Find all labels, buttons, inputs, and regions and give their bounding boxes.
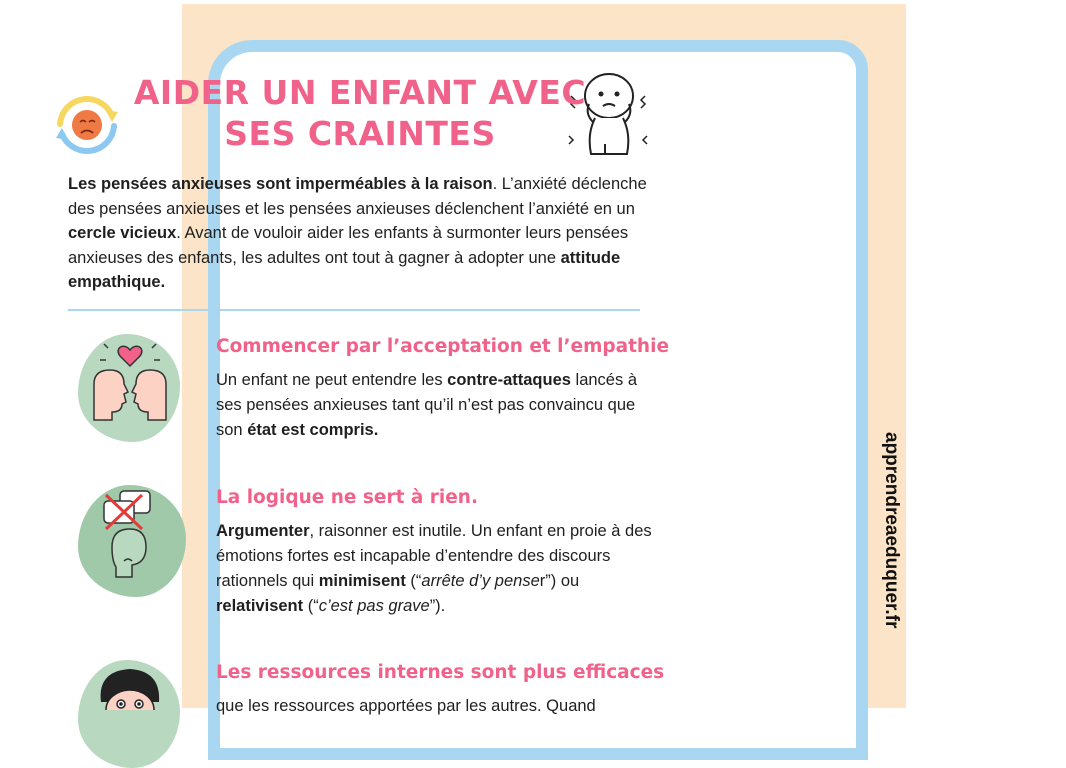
intro-text-2: . Avant de vouloir aider les enfants à surmonter leurs pensées anxieuses des enfants, les adultes ont tout à gagner à adopter une <box>68 224 629 267</box>
text-run: lancés à ses pensées anxieuses tant qu’il n’est pas convaincu que son <box>216 371 637 439</box>
italic-run: c’est pas grave <box>318 597 430 615</box>
title-line-1: AIDER UN ENFANT AVEC <box>133 73 587 112</box>
title-line-2: SES CRAINTES <box>224 114 496 153</box>
intro-text-1: . L’anxiété déclenche des pensées anxieuses et les pensées anxieuses déclenchent l’anxiété en un <box>68 175 647 218</box>
empathy-heads-icon <box>88 336 172 426</box>
text-run: Un enfant ne peut entendre les <box>216 371 448 389</box>
side-url-text: apprendreaeduquer.fr <box>881 432 902 629</box>
bold-run: état est compris. <box>247 421 379 439</box>
bold-run: minimisent <box>318 572 406 590</box>
cycle-icon <box>48 86 126 164</box>
intro-paragraph <box>68 172 658 295</box>
text-run: , raisonner est inutile. Un enfant en proie à des émotions fortes est incapable d’entendre des discours rationnels qui <box>216 522 652 590</box>
divider <box>68 309 640 311</box>
side-website-url <box>880 432 910 632</box>
section-text: que les ressources apportées par les autres. Quand <box>216 697 596 715</box>
bold-run: relativisent <box>216 597 304 615</box>
text-run: r”) ou <box>539 572 580 590</box>
intro-bold-3: attitude empathique. <box>68 248 621 291</box>
text-run: (“ <box>405 572 422 590</box>
bold-run: Argumenter <box>216 522 310 540</box>
section-title: La logique ne sert à rien. <box>216 487 479 508</box>
arguing-head-icon <box>88 487 172 587</box>
section-text <box>216 519 666 619</box>
italic-run: arrête d’y pense <box>421 572 540 590</box>
bold-run: contre-attaques <box>447 371 571 389</box>
section-text <box>216 368 666 443</box>
intro-bold-2: cercle vicieux <box>68 224 177 242</box>
section-title: Les ressources internes sont plus efficaces <box>216 662 665 683</box>
child-face-icon <box>88 662 172 710</box>
text-run: ”). <box>429 597 446 615</box>
text-run: (“ <box>303 597 319 615</box>
section-title: Commencer par l’acceptation et l’empathie <box>216 336 669 357</box>
intro-bold-1: Les pensées anxieuses sont imperméables à la raison <box>68 175 493 193</box>
page-title <box>120 72 600 154</box>
